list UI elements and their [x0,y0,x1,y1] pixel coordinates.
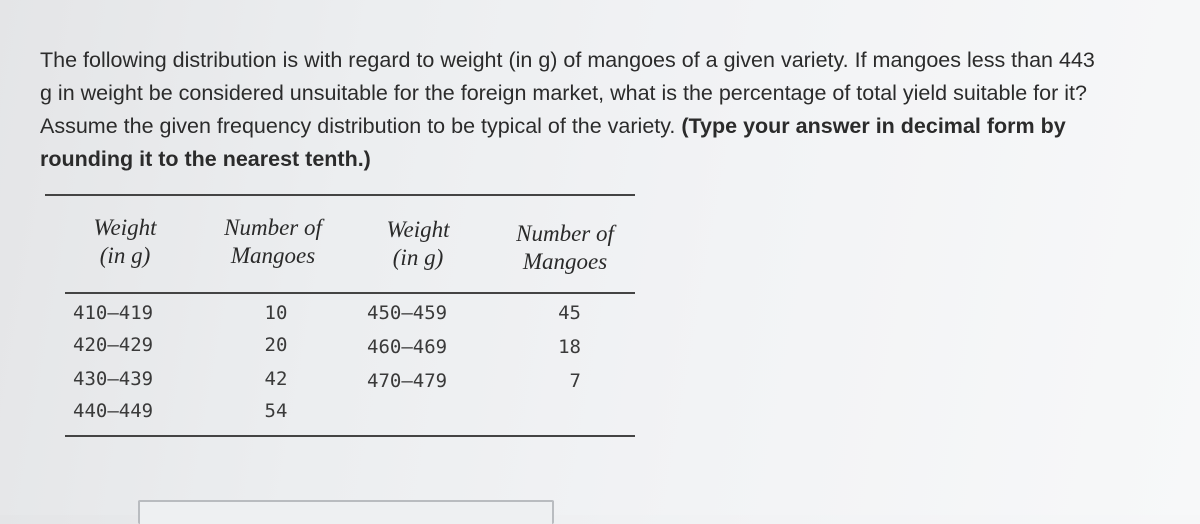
table-bottom-rule [65,435,635,437]
question-line-1: The following distribution is with regard to weight (in g) of mangoes of a given variety. If mangoes less than 443 [40,48,1095,72]
question-line-2: g in weight be considered unsuitable for the foreign market, what is the percentage of total yield suitable for it? [40,81,1087,105]
weight-cell: 460–469 [367,336,448,358]
table-top-rule [45,194,635,196]
weight-cell: 420–429 [73,334,154,356]
count-cell: 54 [264,400,288,422]
weight-cell: 410–419 [73,302,154,324]
question-instruction-end: rounding it to the nearest tenth.) [40,147,371,171]
header-number-of-mangoes-1: Number of Mangoes [224,215,322,268]
table-header-rule [65,292,635,294]
question-text [40,44,1190,176]
count-cell: 42 [264,368,288,390]
weight-cell: 450–459 [367,302,448,324]
count-cell: 20 [264,334,288,356]
count-cell: 45 [558,302,581,324]
question-line-3 [40,110,1190,143]
count-cell: 7 [569,370,581,392]
count-cell: 18 [558,336,581,358]
header-weight-1: Weight (in g) [93,215,157,268]
count-cell: 10 [264,302,288,324]
weight-cell: 470–479 [367,370,448,392]
header-number-of-mangoes-2: Number of Mangoes [516,221,614,274]
header-weight-2: Weight (in g) [386,217,450,270]
question-line-3-text: Assume the given frequency distribution to be typical of the variety. [40,114,682,138]
frequency-table [45,194,635,439]
weight-cell: 430–439 [73,368,154,390]
weight-cell: 440–449 [73,400,154,422]
answer-input[interactable] [138,500,554,524]
question-instruction-start: (Type your answer in decimal form by [681,114,1066,138]
